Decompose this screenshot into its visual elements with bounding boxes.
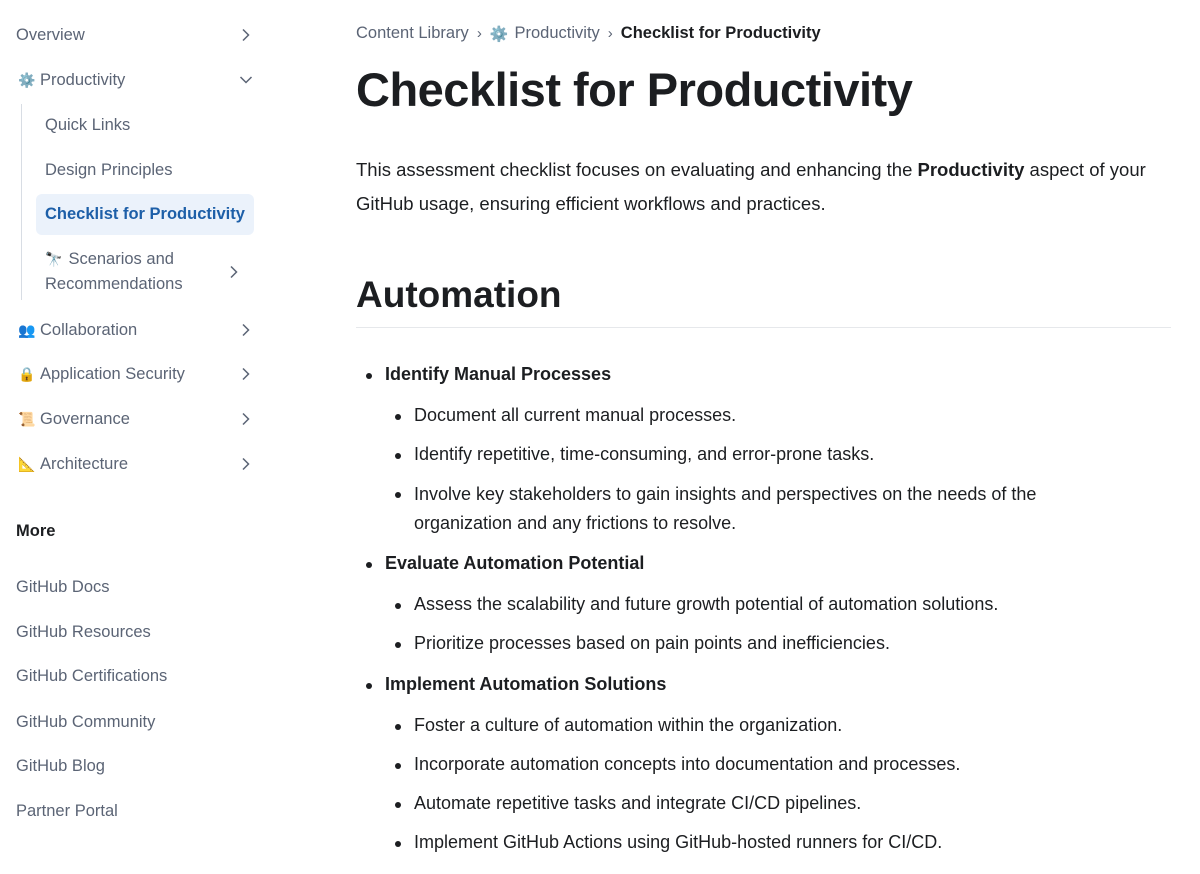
gear-icon: ⚙️ (489, 25, 509, 43)
breadcrumb-current: Checklist for Productivity (620, 24, 821, 42)
intro-text-after: aspect of your GitHub usage, ensuring efficient workflows and practices. (356, 159, 1146, 214)
section-title: Automation (356, 274, 562, 315)
breadcrumb-productivity[interactable]: Productivity (514, 24, 600, 42)
sidebar-subitem-design-principles[interactable] (36, 150, 254, 190)
list-item (414, 633, 890, 654)
sidebar-item-label: Architecture (40, 454, 129, 473)
chevron-right-icon[interactable] (238, 411, 254, 427)
more-link-github-docs[interactable]: GitHub Docs (16, 578, 110, 596)
sidebar-item-productivity[interactable] (16, 60, 254, 100)
sidebar-item-label: Collaboration (40, 320, 138, 339)
list-item-text: Automate repetitive tasks and integrate CI/CD pipelines. (414, 793, 862, 813)
sidebar-item-collaboration[interactable] (16, 310, 254, 350)
bullet (366, 562, 372, 568)
intro-bold: Productivity (917, 159, 1025, 180)
intro-paragraph (356, 153, 1171, 221)
sidebar-item-governance[interactable] (16, 399, 254, 439)
intro-text-before: This assessment checklist focuses on evaluating and enhancing the (356, 159, 918, 180)
breadcrumb (356, 24, 821, 43)
bullet (395, 802, 401, 808)
sidebar-item-label: Checklist for Productivity (45, 205, 245, 223)
chevron-right-icon[interactable] (238, 27, 254, 43)
chevron-down-icon[interactable] (238, 72, 254, 88)
scroll-icon: 📜 (18, 410, 36, 427)
triangle-ruler-icon: 📐 (18, 455, 36, 472)
list-item-text: Implement GitHub Actions using GitHub-hosted runners for CI/CD. (414, 832, 943, 852)
lock-icon: 🔒 (18, 365, 36, 382)
chevron-right-icon[interactable] (238, 322, 254, 338)
chevron-right-icon: › (476, 25, 482, 42)
sidebar-item-label: Quick Links (45, 115, 131, 134)
chevron-right-icon[interactable] (238, 456, 254, 472)
list-item-text: Involve key stakeholders to gain insights and perspectives on the needs of the organization and any frictions to resolve. (414, 484, 1037, 533)
more-heading: More (16, 522, 56, 540)
more-link-github-certifications[interactable]: GitHub Certifications (16, 667, 168, 685)
bullet (395, 841, 401, 847)
list-item-text: Document all current manual processes. (414, 405, 737, 425)
sidebar-subitem-checklist-productivity[interactable] (36, 194, 254, 235)
gear-icon: ⚙️ (18, 71, 36, 88)
list-item-text: Assess the scalability and future growth potential of automation solutions. (414, 594, 999, 614)
list-item-text: Identify repetitive, time-consuming, and error-prone tasks. (414, 444, 875, 464)
list-item (414, 832, 942, 853)
breadcrumb-content-library[interactable]: Content Library (356, 24, 469, 42)
telescope-icon: 🔭 (45, 251, 63, 267)
sidebar-subitem-scenarios[interactable] (36, 246, 254, 298)
sidebar-item-label: Application Security (40, 364, 185, 383)
page-title: Checklist for Productivity (356, 63, 913, 116)
list-item (414, 793, 861, 814)
sidebar-item-label: Overview (16, 25, 85, 44)
sidebar-subitem-quick-links[interactable] (36, 105, 254, 145)
list-item (385, 553, 644, 574)
list-item (385, 674, 666, 695)
list-item-label: Evaluate Automation Potential (385, 553, 645, 573)
list-item (414, 594, 998, 615)
bullet (366, 373, 372, 379)
more-link-github-blog[interactable]: GitHub Blog (16, 757, 105, 775)
list-item (414, 444, 874, 465)
more-link-github-community[interactable]: GitHub Community (16, 713, 156, 731)
list-item-text: Incorporate automation concepts into documentation and processes. (414, 754, 961, 774)
list-item (414, 405, 736, 426)
list-item-label: Implement Automation Solutions (385, 674, 667, 694)
sidebar-item-overview[interactable] (16, 15, 254, 55)
list-item (414, 715, 842, 736)
sidebar-item-application-security[interactable] (16, 354, 254, 394)
sidebar-item-label-wrap (45, 247, 226, 297)
list-item (385, 364, 611, 385)
list-item-label: Identify Manual Processes (385, 364, 612, 384)
bullet (395, 414, 401, 420)
list-item-text: Foster a culture of automation within the organization. (414, 715, 843, 735)
chevron-right-icon: › (607, 25, 613, 42)
bullet (395, 724, 401, 730)
sidebar-item-label: Scenarios and Recommendations (45, 250, 183, 293)
bullet (395, 453, 401, 459)
chevron-right-icon[interactable] (226, 264, 242, 280)
list-item-text: Prioritize processes based on pain points and inefficiencies. (414, 633, 890, 653)
sidebar-item-label: Design Principles (45, 160, 173, 179)
chevron-right-icon[interactable] (238, 366, 254, 382)
section-divider (356, 327, 1171, 328)
list-item (414, 480, 1114, 538)
bullet (395, 603, 401, 609)
sidebar-item-label: Productivity (40, 70, 126, 89)
sidebar (0, 0, 270, 874)
sidebar-item-label: Governance (40, 409, 130, 428)
list-item (414, 754, 960, 775)
submenu-divider (21, 104, 22, 300)
bullet (395, 642, 401, 648)
more-link-github-resources[interactable]: GitHub Resources (16, 623, 151, 641)
bullet (395, 492, 401, 498)
bullet (366, 683, 372, 689)
bullet (395, 763, 401, 769)
more-link-partner-portal[interactable]: Partner Portal (16, 802, 118, 820)
sidebar-item-architecture[interactable] (16, 444, 254, 484)
people-icon: 👥 (18, 321, 36, 338)
